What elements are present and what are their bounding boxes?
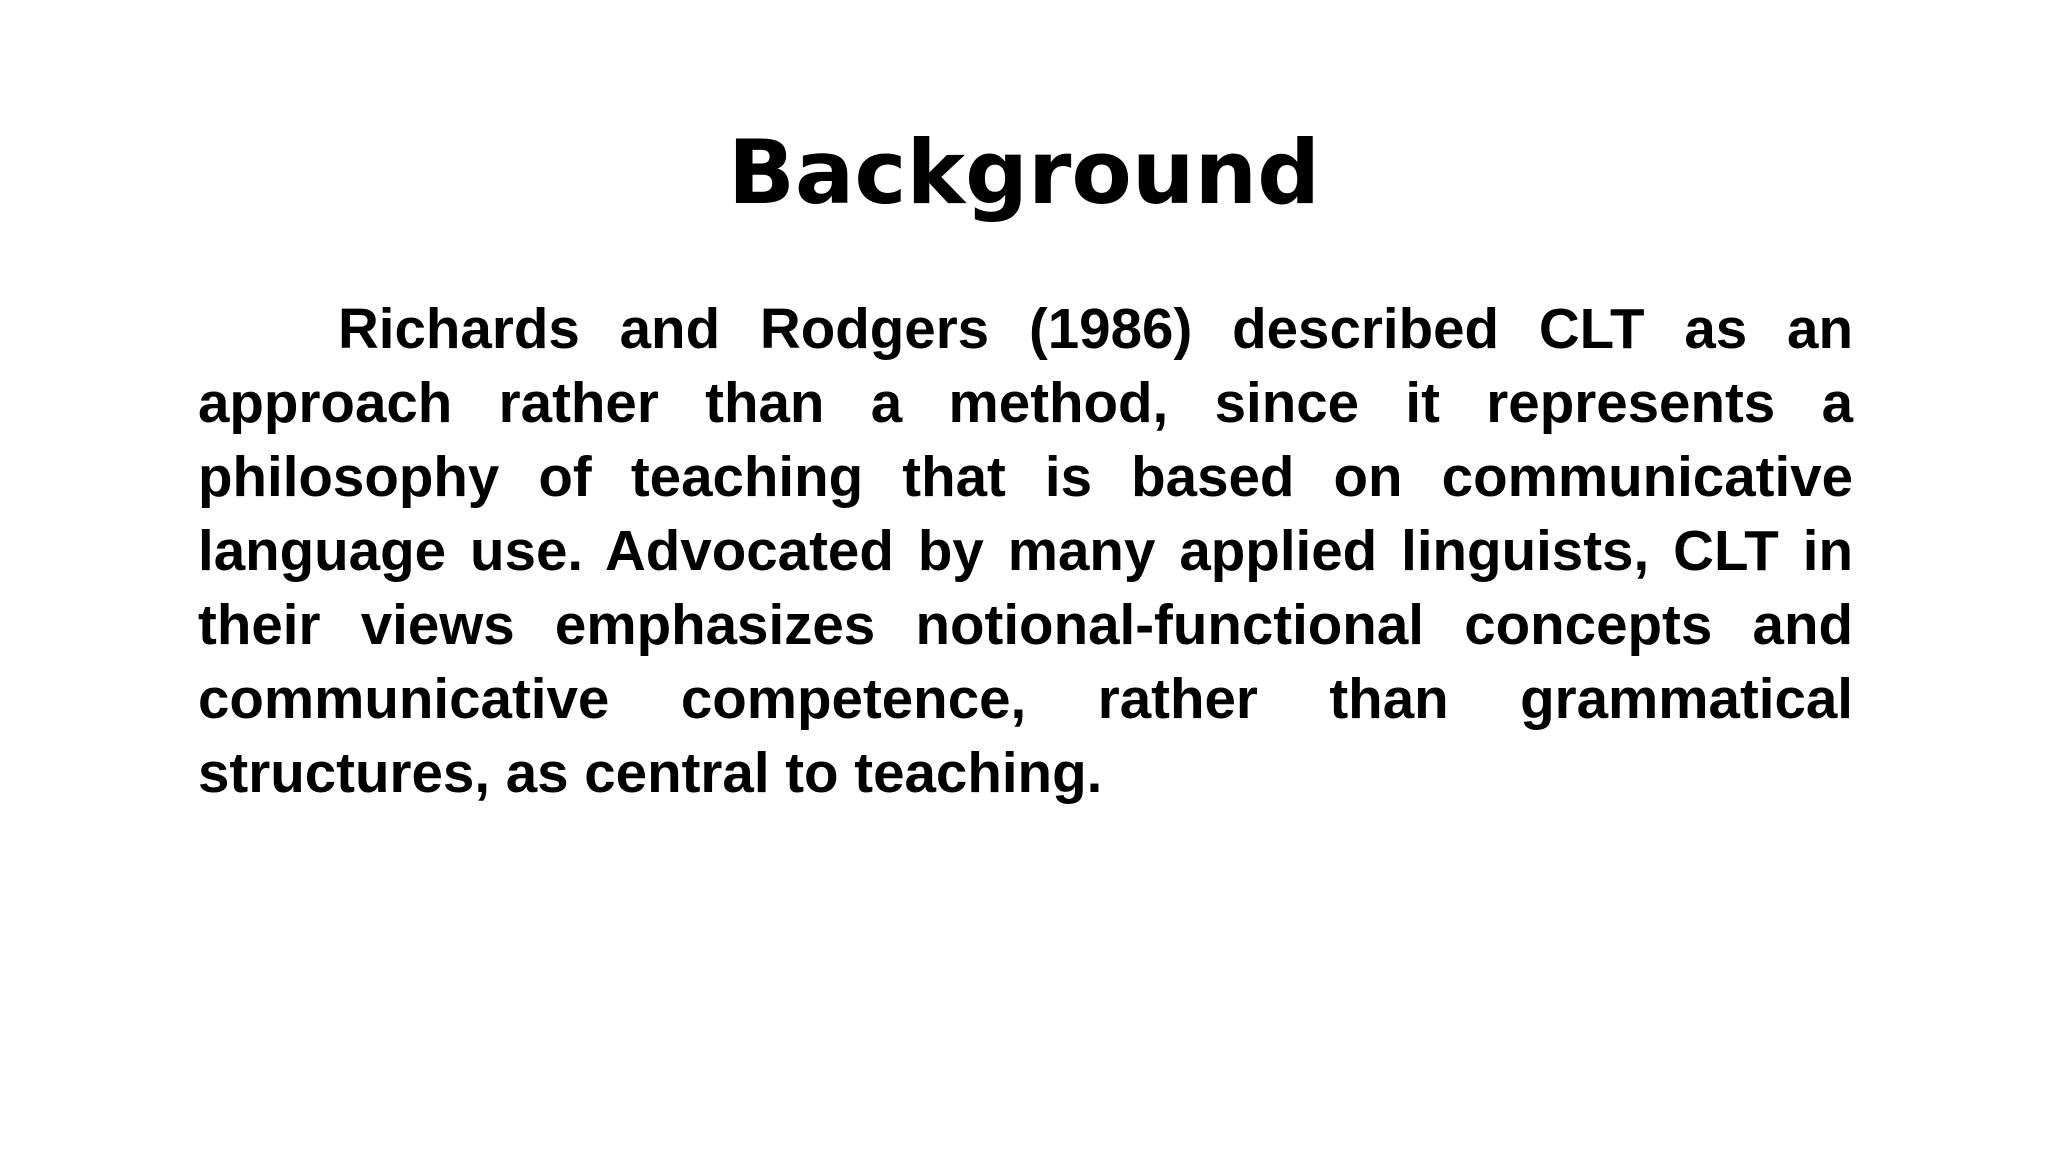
slide-body-paragraph: Richards and Rodgers (1986) described CLT as an approach rather than a method, since it represents a philosophy of teaching that is based on communicative language use. Advocated by many applied linguists, CLT in their views emphasizes notional-functional concepts and communicative competence, rather than grammatical structures, as central to teaching. xyxy=(198,297,1853,804)
slide-title: Background xyxy=(727,121,1321,224)
